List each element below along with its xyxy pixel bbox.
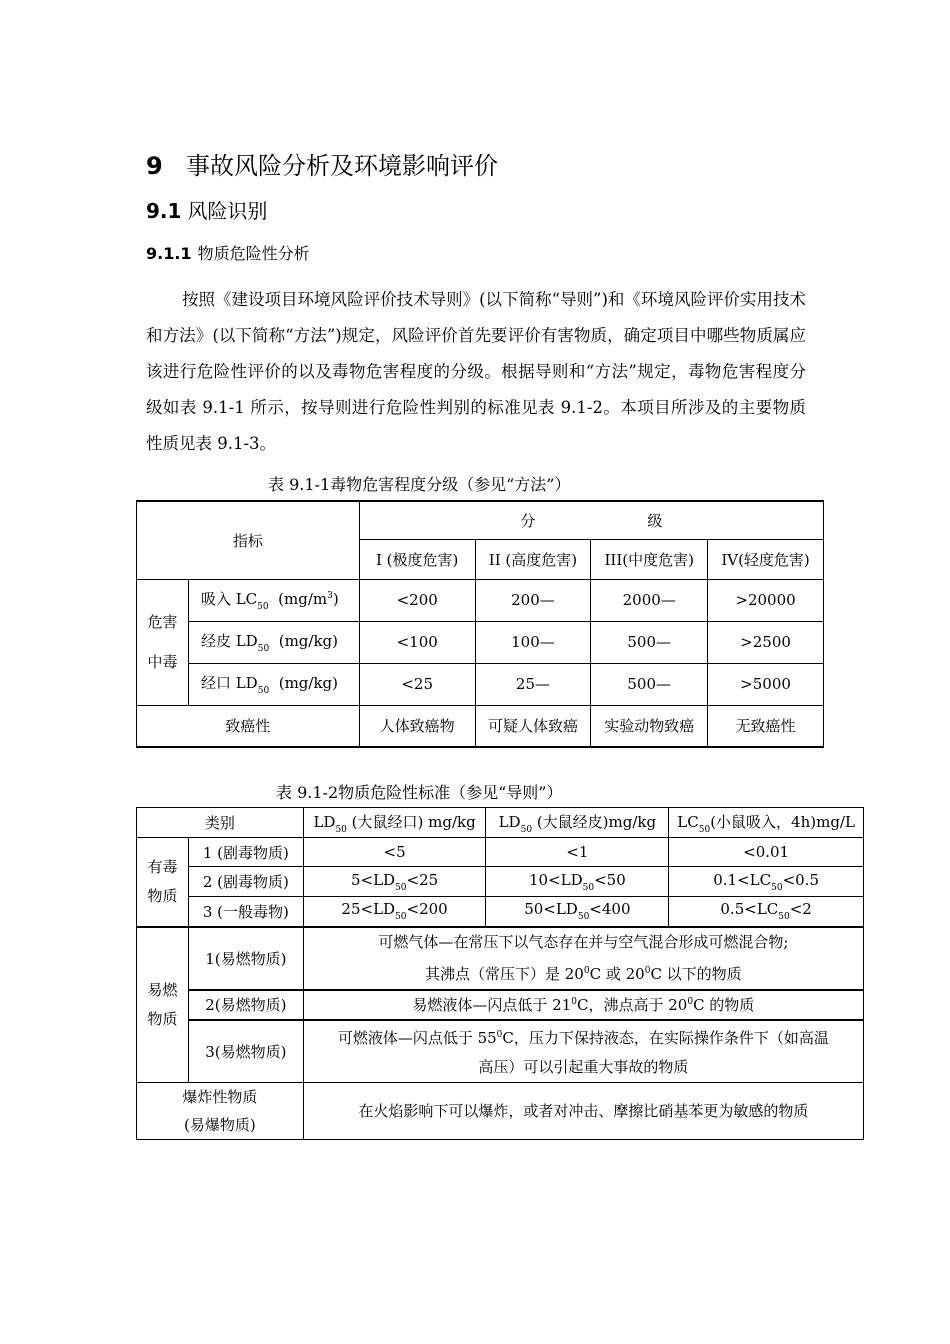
heading-3-text: 物质危险性分析 xyxy=(197,244,310,263)
table1-caption-number: 表 9.1-1 xyxy=(268,475,331,494)
degree-sup: 0 xyxy=(644,965,651,976)
desc-part: C 的物质 xyxy=(693,996,755,1014)
dermal-label xyxy=(188,621,359,663)
table-cell: 可疑人体致癌 xyxy=(475,705,591,747)
header-post: (小鼠吸入，4h)mg/L xyxy=(710,812,855,831)
col-lc50-inhal-header xyxy=(669,808,864,838)
flammable-desc-2 xyxy=(303,990,863,1020)
header-pre: LD xyxy=(498,812,521,831)
range-upper: <2 xyxy=(789,900,812,919)
row-label-sub: 50 xyxy=(257,644,270,654)
degree-sup: 0 xyxy=(583,965,590,976)
level-3-header: III(中度危害) xyxy=(591,539,708,579)
row-label-unit: (mg/kg) xyxy=(278,674,338,692)
flammable-row-label: 1(易燃物质) xyxy=(188,927,303,990)
row-label-pre: 吸入 LC xyxy=(200,590,258,608)
range-sub: 50 xyxy=(778,912,790,923)
row-label-unit: (mg/kg) xyxy=(278,632,338,650)
table-cell: 2000— xyxy=(591,579,708,621)
level-4-header: IV(轻度危害) xyxy=(708,539,824,579)
range-sub: 50 xyxy=(582,882,595,893)
table-cell: 人体致癌物 xyxy=(359,705,475,747)
desc-line: 可燃气体—在常压下以气态存在并与空气混合形成可燃混合物; xyxy=(378,932,789,951)
table-cell: 无致癌性 xyxy=(708,705,824,747)
table-cell xyxy=(669,897,864,927)
range-sub: 50 xyxy=(771,882,783,893)
row-label-sub: 50 xyxy=(257,602,269,612)
row-label-pre: 经皮 LD xyxy=(200,632,258,650)
range-upper: <0.5 xyxy=(782,870,819,889)
toxic-group-text: 有毒物质 xyxy=(147,857,178,905)
hazard-group-text: 危害中毒 xyxy=(147,613,178,671)
heading-2-text: 风险识别 xyxy=(187,199,268,223)
inhalation-label xyxy=(188,579,359,621)
table-cell: <0.01 xyxy=(669,838,864,867)
explosive-label-line2: (易爆物质) xyxy=(183,1115,256,1134)
carcinogen-label: 致癌性 xyxy=(137,705,360,747)
desc-part: 可燃液体—闪点低于 55 xyxy=(337,1028,497,1047)
row-label-pre: 经口 LD xyxy=(200,674,258,692)
index-header: 指标 xyxy=(137,501,360,579)
degree-sup: 0 xyxy=(687,997,694,1007)
table1-caption xyxy=(268,472,571,495)
heading-3 xyxy=(146,241,310,264)
degree-sup: 0 xyxy=(496,1029,503,1040)
explosive-label-line1: 爆炸性物质 xyxy=(182,1087,258,1106)
toxic-row-label: 3 (一般毒物) xyxy=(188,897,303,927)
range-upper: <25 xyxy=(406,870,439,889)
desc-part: C，压力下保持液态，在实际操作条件下（如高温 xyxy=(502,1028,829,1047)
row-label-sub: 50 xyxy=(257,686,270,696)
oral-label xyxy=(188,663,359,705)
body-paragraph: 按照《建设项目环境风险评价技术导则》(以下简称“导则”)和《环境风险评价实用技术和方法》(以下简称“方法”)规定，风险评价首先要评价有害物质，确定项目中哪些物质属应该进行危险性评价的以及毒物危害程度的分级。根据导则和“方法”规定，毒物危害程度分级如表 9.1-1 所示，按导则进行危险性判别的标准见表 9.1-2。本项目所涉及的主要物质性质见表 9.1-3。 xyxy=(146,290,806,453)
heading-1-text: 事故风险分析及环境影响评价 xyxy=(186,152,498,180)
range-sub: 50 xyxy=(395,882,407,893)
heading-1 xyxy=(146,146,498,181)
table-cell xyxy=(486,867,669,897)
table-cell: 实验动物致癌 xyxy=(591,705,708,747)
desc-part: C，沸点高于 20 xyxy=(576,996,688,1014)
toxic-group-label xyxy=(137,838,189,927)
flammable-row-label: 2(易燃物质) xyxy=(188,990,303,1020)
flammable-group-text: 易燃物质 xyxy=(147,980,178,1028)
flammable-desc-1 xyxy=(303,927,863,990)
table-cell: <100 xyxy=(359,621,475,663)
grade-header-part1: 分 xyxy=(520,511,536,530)
row-label-unit: (mg/m xyxy=(278,590,328,608)
hazard-group-label xyxy=(137,579,189,705)
range-upper: <50 xyxy=(594,870,626,889)
row-label-sup: 3 xyxy=(327,591,333,601)
table-cell: 200— xyxy=(475,579,591,621)
col-ld50-dermal-header xyxy=(486,808,669,838)
table-cell: <1 xyxy=(486,838,669,867)
range-lower: 0.5<LC xyxy=(720,900,779,919)
flammable-desc-3 xyxy=(303,1020,863,1083)
header-post: (大鼠经皮)mg/kg xyxy=(532,812,657,831)
degree-sup: 0 xyxy=(571,997,577,1007)
table2-caption-number: 表 9.1-2 xyxy=(276,783,339,802)
range-sub: 50 xyxy=(395,912,407,923)
table-cell xyxy=(303,897,486,927)
table2-caption xyxy=(276,780,563,803)
range-lower: 25<LD xyxy=(341,900,396,919)
desc-part: C 以下的物质 xyxy=(650,964,742,983)
category-header: 类别 xyxy=(137,808,304,838)
range-sub: 50 xyxy=(577,912,590,923)
range-upper: <200 xyxy=(406,900,448,919)
heading-2 xyxy=(146,195,267,224)
level-2-header: II (高度危害) xyxy=(475,539,591,579)
flammable-row-label: 3(易燃物质) xyxy=(188,1020,303,1083)
header-pre: LD xyxy=(313,812,336,831)
flammable-group-label xyxy=(137,927,189,1083)
row-label-post: ) xyxy=(332,590,339,608)
table-cell xyxy=(486,897,669,927)
table-cell xyxy=(303,867,486,897)
explosive-label xyxy=(137,1082,304,1139)
toxic-row-label: 2 (剧毒物质) xyxy=(188,867,303,897)
table-cell: <5 xyxy=(303,838,486,867)
table-cell: 500— xyxy=(591,621,708,663)
level-1-header: I (极度危害) xyxy=(359,539,475,579)
heading-2-number: 9.1 xyxy=(146,199,182,223)
desc-part: 其沸点（常压下）是 20 xyxy=(425,964,584,983)
toxicity-grading-table xyxy=(136,500,824,748)
desc-part: 易燃液体—闪点低于 21 xyxy=(412,996,572,1014)
table1-caption-text: 毒物危害程度分级（参见“方法”） xyxy=(330,475,571,494)
desc-line: 高压）可以引起重大事故的物质 xyxy=(478,1057,689,1076)
range-lower: 5<LD xyxy=(350,870,396,889)
toxic-row-label: 1 (剧毒物质) xyxy=(188,838,303,867)
header-sub: 50 xyxy=(335,824,347,835)
header-sub: 50 xyxy=(520,824,533,835)
range-lower: 10<LD xyxy=(528,870,583,889)
table-cell: 25— xyxy=(475,663,591,705)
header-sub: 50 xyxy=(698,824,711,835)
table-cell: >2500 xyxy=(708,621,824,663)
heading-3-number: 9.1.1 xyxy=(146,244,192,263)
table-cell: 500— xyxy=(591,663,708,705)
range-lower: 0.1<LC xyxy=(713,870,772,889)
range-upper: <400 xyxy=(589,900,631,919)
grade-header-part2: 级 xyxy=(647,511,663,530)
substance-hazard-table xyxy=(136,807,864,1140)
table-cell: <25 xyxy=(359,663,475,705)
table-cell xyxy=(669,867,864,897)
desc-part: C 或 20 xyxy=(589,964,645,983)
table-cell: >5000 xyxy=(708,663,824,705)
range-lower: 50<LD xyxy=(524,900,578,919)
col-ld50-oral-header xyxy=(303,808,486,838)
table-cell: >20000 xyxy=(708,579,824,621)
header-pre: LC xyxy=(677,812,699,831)
table-cell: 100— xyxy=(475,621,591,663)
header-post: (大鼠经口) mg/kg xyxy=(346,812,476,831)
heading-1-number: 9 xyxy=(146,152,163,180)
table2-caption-text: 物质危险性标准（参见“导则”） xyxy=(338,783,563,802)
explosive-desc: 在火焰影响下可以爆炸，或者对冲击、摩擦比硝基苯更为敏感的物质 xyxy=(303,1082,863,1139)
table-cell: <200 xyxy=(359,579,475,621)
grade-header xyxy=(359,501,823,539)
